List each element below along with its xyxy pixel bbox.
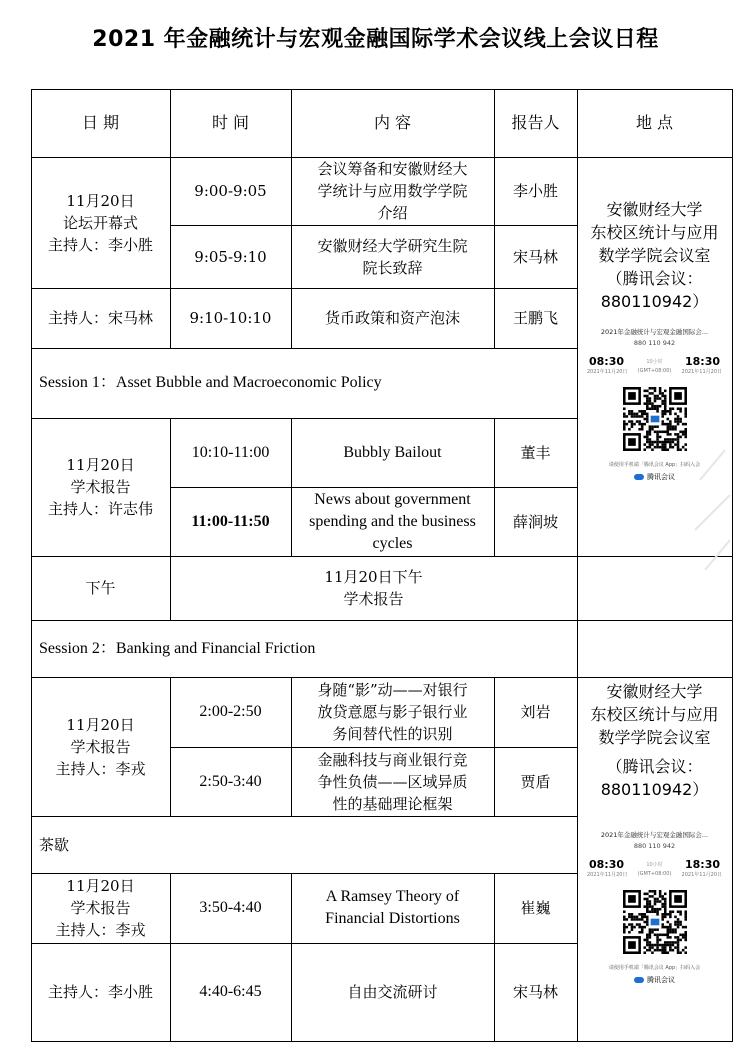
venue-line: 880110942） — [600, 292, 709, 311]
content-line: 性的基础理论框架 — [332, 794, 453, 813]
content-line: 学术报告 — [343, 590, 404, 608]
meeting-start-date: 2021年11月20日 — [587, 369, 628, 375]
time-cell: 11:00-11:50 — [191, 512, 270, 530]
content-cell — [291, 873, 494, 943]
meeting-duration: 10小时 — [646, 862, 663, 868]
speaker-cell: 贾盾 — [520, 772, 551, 791]
speaker-cell: 董丰 — [520, 443, 551, 462]
header-content: 内 容 — [373, 113, 412, 132]
meeting-card-title: 2021年金融统计与宏观金融国际会... — [600, 328, 709, 336]
header-speaker: 报告人 — [511, 113, 560, 132]
content-cell — [291, 225, 494, 288]
date-cell — [31, 418, 170, 556]
meeting-duration: 10小时 — [646, 359, 663, 365]
content-line: A Ramsey Theory of — [325, 888, 460, 905]
meeting-id: 880 110 942 — [633, 842, 676, 850]
brand-label: 腾讯会议 — [647, 976, 675, 984]
meeting-card[interactable] — [581, 822, 728, 1007]
tencent-meeting-brand — [581, 975, 728, 985]
scan-instruction: 请使用手机端「腾讯会议 App」扫码入会 — [608, 965, 701, 971]
meeting-start-time: 08:30 — [589, 858, 625, 871]
time-cell: 2:50-3:40 — [199, 772, 262, 790]
content-line: 会议筹备和安徽财经大 — [317, 160, 468, 178]
speaker-cell: 崔巍 — [520, 899, 551, 917]
date-cell — [31, 873, 170, 943]
content-cell — [291, 418, 494, 487]
content-line: 院长致辞 — [362, 258, 423, 277]
venue-line: 数学学院会议室 — [598, 728, 711, 747]
meeting-timezone: (GMT+08:00) — [637, 368, 672, 374]
time-cell: 9:00-9:05 — [194, 182, 267, 200]
header-venue: 地 点 — [635, 113, 674, 132]
content-line: 安徽财经大学研究生院 — [317, 236, 468, 255]
qr-code-icon[interactable] — [623, 387, 687, 451]
watermark-decoration — [690, 440, 735, 580]
afternoon-label: 下午 — [85, 579, 116, 597]
venue-line: （腾讯会议： — [606, 757, 703, 776]
tea-break: 茶歇 — [39, 835, 70, 854]
session-label: 论坛开幕式 — [62, 213, 138, 232]
host-line: 主持人：许志伟 — [47, 500, 153, 518]
speaker-cell: 王鹏飞 — [512, 309, 558, 327]
time-cell: 2:00-2:50 — [199, 703, 262, 720]
content-cell — [291, 747, 494, 816]
venue-text-2 — [577, 680, 732, 801]
tencent-meeting-logo-icon — [634, 474, 644, 480]
content-line: News about government — [314, 490, 471, 508]
tencent-meeting-logo-icon — [634, 977, 644, 983]
venue-line: （腾讯会议： — [606, 269, 703, 288]
content-cell: 自由交流研讨 — [347, 983, 438, 1001]
speaker-cell: 薛涧坡 — [512, 512, 558, 531]
content-line: 争性负债——区域异质 — [317, 772, 468, 791]
date-line: 11月20日 — [66, 715, 135, 734]
session-label: 学术报告 — [70, 899, 131, 917]
venue-line: 数学学院会议室 — [598, 246, 711, 265]
meeting-start-date: 2021年11月20日 — [587, 872, 628, 878]
meeting-timezone: (GMT+08:00) — [637, 871, 672, 877]
venue-line: 安徽财经大学 — [606, 682, 703, 701]
date-cell — [31, 677, 170, 816]
content-line: 11月20日下午 — [324, 568, 423, 586]
content-line: Bubbly Bailout — [343, 443, 442, 461]
brand-label: 腾讯会议 — [647, 473, 675, 481]
venue-line: 东校区统计与应用 — [590, 223, 719, 242]
session-label: 学术报告 — [70, 737, 131, 756]
qr-code-icon[interactable] — [623, 890, 687, 954]
speaker-cell: 李小胜 — [512, 182, 558, 200]
header-date: 日 期 — [81, 113, 120, 132]
page-title: 2021 年金融统计与宏观金融国际学术会议线上会议日程 — [92, 27, 659, 52]
time-cell: 9:05-9:10 — [194, 247, 267, 266]
speaker-cell: 宋马林 — [512, 247, 558, 266]
meeting-start-time: 08:30 — [589, 355, 625, 368]
content-cell — [291, 677, 494, 747]
content-cell: 货币政策和资产泡沫 — [324, 309, 460, 327]
speaker-cell: 刘岩 — [520, 703, 551, 721]
host-line: 主持人：李小胜 — [47, 235, 153, 254]
meeting-end-date: 2021年11月20日 — [681, 872, 722, 878]
host-cell: 主持人：李小胜 — [47, 983, 153, 1001]
date-line: 11月20日 — [66, 191, 135, 210]
scan-instruction: 请使用手机端「腾讯会议 App」扫码入会 — [608, 462, 701, 468]
content-line: 放贷意愿与影子银行业 — [317, 703, 468, 721]
session-label: 学术报告 — [70, 478, 131, 496]
host-line: 主持人：李戎 — [55, 921, 146, 939]
time-cell: 9:10-10:10 — [189, 309, 272, 327]
content-line: 介绍 — [377, 204, 408, 222]
meeting-end-time: 18:30 — [684, 355, 720, 368]
venue-text-1 — [577, 198, 732, 313]
session-2-title: Session 2：Banking and Financial Friction — [39, 639, 316, 657]
time-cell: 3:50-4:40 — [199, 899, 262, 916]
date-line: 11月20日 — [66, 877, 135, 895]
session-1-title: Session 1：Asset Bubble and Macroeconomic Policy — [39, 374, 382, 391]
content-line: 学统计与应用数学学院 — [317, 182, 468, 200]
table-rule — [31, 1041, 733, 1042]
meeting-end-time: 18:30 — [684, 858, 720, 871]
speaker-cell: 宋马林 — [512, 983, 558, 1001]
content-line: Financial Distortions — [325, 910, 460, 927]
time-cell: 10:10-11:00 — [191, 443, 270, 461]
content-line: 务间替代性的识别 — [332, 725, 453, 743]
content-cell — [291, 487, 494, 556]
meeting-card-title: 2021年金融统计与宏观金融国际会... — [600, 831, 709, 839]
host-cell: 主持人：宋马林 — [47, 309, 153, 327]
venue-line: 东校区统计与应用 — [590, 705, 719, 724]
host-line: 主持人：李戎 — [55, 759, 146, 778]
content-line: spending and the business — [309, 512, 476, 530]
venue-line: 880110942） — [600, 780, 709, 799]
content-line: 金融科技与商业银行竞 — [317, 750, 468, 769]
afternoon-content — [170, 556, 577, 620]
date-line: 11月20日 — [66, 456, 135, 474]
date-cell — [31, 157, 170, 288]
header-time: 时 间 — [211, 113, 250, 132]
venue-line: 安徽财经大学 — [606, 200, 703, 219]
content-line: 身随“影”动——对银行 — [317, 681, 468, 699]
time-cell: 4:40-6:45 — [199, 983, 262, 1000]
content-line: cycles — [372, 534, 413, 552]
meeting-end-date: 2021年11月20日 — [681, 369, 722, 375]
content-cell — [291, 157, 494, 225]
meeting-id: 880 110 942 — [633, 339, 676, 347]
